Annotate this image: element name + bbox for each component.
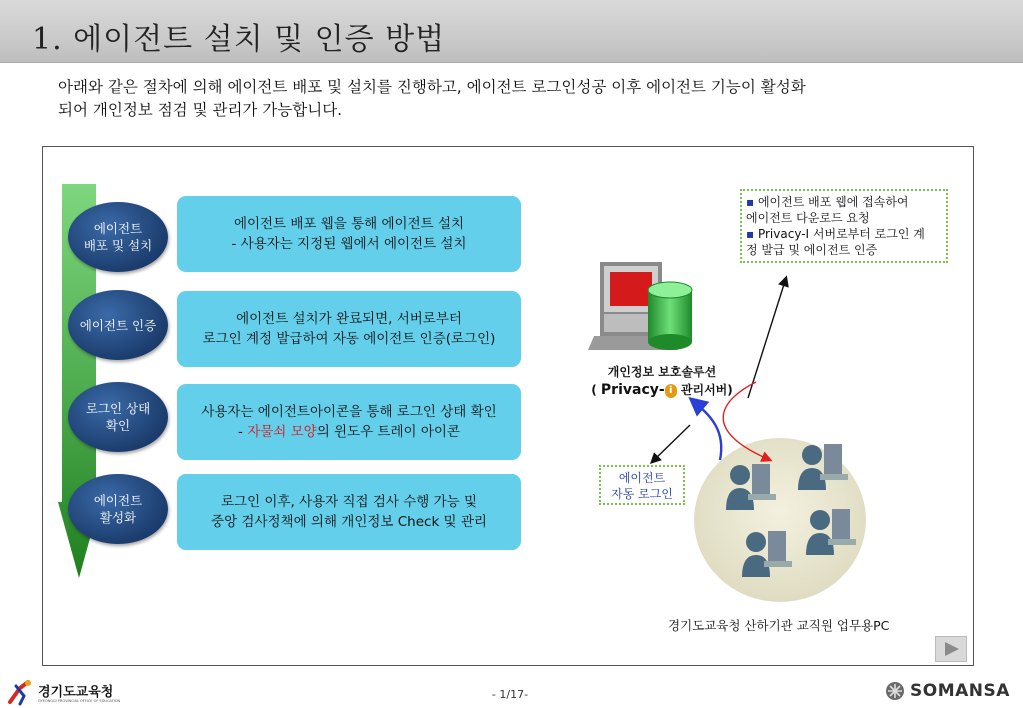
step-4-oval-line-2: 활성화	[99, 510, 137, 525]
login-note-arrow	[652, 425, 690, 462]
step-1-oval-line-2: 배포 및 설치	[83, 238, 153, 253]
privacy-i-logo-icon: i	[665, 384, 677, 398]
step-1-box	[177, 196, 521, 272]
page-number: - 1/17-	[491, 688, 529, 701]
step-3-box	[177, 384, 521, 460]
step-3-box-line-2	[238, 422, 460, 442]
office-subtitle: GYEONGGI PROVINCIAL OFFICE OF EDUCATION	[38, 699, 121, 703]
step-4-oval	[68, 474, 168, 544]
note-item-1-line-2: 에이전트 다운로드 요청	[746, 211, 870, 225]
step-3-oval-line-2: 확인	[105, 418, 131, 433]
step-4-box-line-2: 중앙 검사정책에 의해 개인정보 Check 및 관리	[211, 514, 487, 530]
step-2-oval	[68, 290, 168, 360]
somansa-emblem-icon	[884, 680, 906, 702]
step-1-oval-line-1: 에이전트	[93, 221, 143, 236]
step-3-box-line-2-prefix: -	[238, 424, 248, 440]
note-item-2-line-2: 정 발급 및 에이전트 인증	[746, 243, 878, 257]
title-bar	[0, 0, 1023, 63]
step-3-oval	[68, 382, 168, 452]
database-icon	[648, 282, 692, 350]
office-name: 경기도교육청	[38, 685, 114, 700]
next-slide-button[interactable]	[935, 636, 967, 662]
step-3-oval-line-1: 로그인 상태	[85, 401, 151, 416]
somansa-logo	[880, 678, 1020, 704]
server-label	[572, 363, 752, 399]
step-1-box-line-2: - 사용자는 지정된 웹에서 에이전트 설치	[231, 236, 467, 252]
intro-line-1: 아래와 같은 절차에 의해 에이전트 배포 및 설치를 진행하고, 에이전트 로그인성공 이후 에이전트 기능이 활성화	[58, 78, 806, 96]
play-arrow-icon	[936, 637, 966, 661]
step-3-box-line-1: 사용자는 에이전트아이콘을 통해 로그인 상태 확인	[201, 404, 497, 420]
note-item-1	[746, 194, 942, 210]
office-emblem-icon	[6, 678, 36, 706]
step-2-box	[177, 291, 521, 367]
step-1-oval	[68, 202, 168, 272]
download-request-arrow	[748, 278, 786, 398]
intro-text	[58, 76, 988, 122]
pc-group-caption: 경기도교육청 산하기관 교직원 업무용PC	[668, 618, 890, 633]
auto-login-line-1: 에이전트	[618, 471, 666, 485]
server-label-line-2	[572, 381, 752, 399]
server-label-suffix: 관리서버)	[676, 383, 733, 397]
note-item-2	[746, 226, 942, 242]
note-item-2-line-1: Privacy-I 서버로부터 로그인 계	[757, 227, 925, 241]
vendor-name: SOMANSA	[910, 681, 1010, 701]
server-label-prefix: (	[591, 383, 597, 397]
page-title: 1. 에이전트 설치 및 인증 방법	[32, 22, 446, 57]
bullet-icon: ▪	[746, 227, 755, 241]
step-2-box-line-2: 로그인 계정 발급하여 자동 에이전트 인증(로그인)	[202, 331, 496, 347]
gyeonggi-office-logo	[6, 678, 146, 706]
lock-shape-highlight: 자물쇠 모양	[247, 424, 317, 440]
step-4-box	[177, 474, 521, 550]
step-4-oval-line-1: 에이전트	[93, 493, 143, 508]
intro-line-2: 되어 개인정보 점검 및 관리가 가능합니다.	[58, 101, 343, 119]
privacy-i-brand: Privacy-	[600, 382, 665, 398]
step-3-box-line-2-suffix: 의 윈도우 트레이 아이콘	[316, 424, 460, 440]
step-2-oval-line-1: 에이전트 인증	[79, 317, 157, 333]
server-label-line-1: 개인정보 보호솔루션	[607, 365, 717, 379]
auto-login-arrow	[692, 400, 721, 460]
note-item-1-line-1: 에이전트 배포 웹에 접속하여	[757, 195, 909, 209]
step-2-box-line-1: 에이전트 설치가 완료되면, 서버로부터	[236, 311, 462, 327]
step-1-box-line-1: 에이전트 배포 웹을 통해 에이전트 설치	[233, 216, 465, 232]
auto-login-line-2: 자동 로그인	[611, 487, 673, 501]
step-4-box-line-1: 로그인 이후, 사용자 직접 검사 수행 가능 및	[220, 494, 478, 510]
bullet-icon: ▪	[746, 195, 755, 209]
network-diagram	[580, 250, 960, 620]
